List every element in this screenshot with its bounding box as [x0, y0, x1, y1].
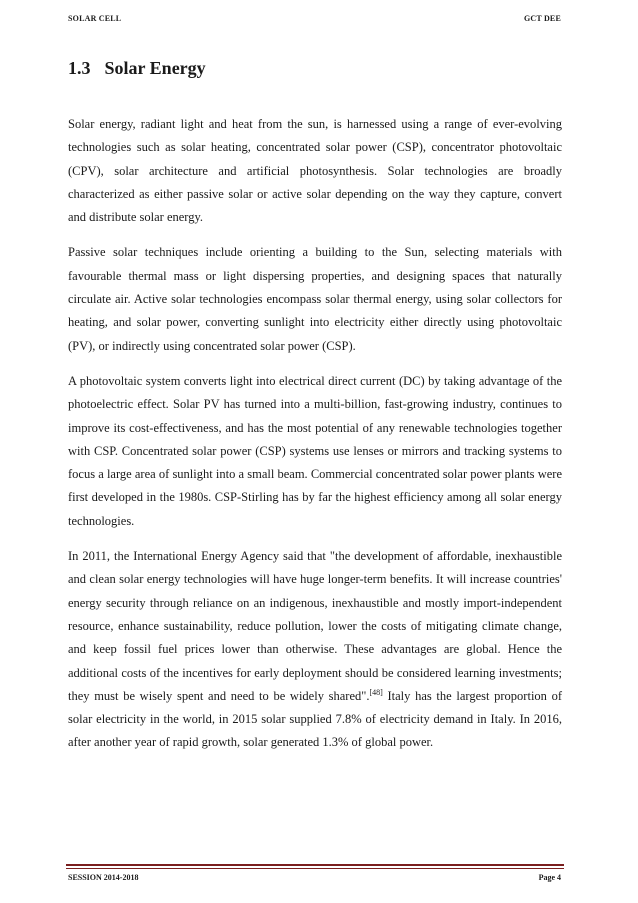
- footer-page-number: Page 4: [538, 873, 561, 882]
- paragraph-4: [68, 545, 562, 755]
- section-title-text: Solar Energy: [104, 58, 206, 78]
- page-footer: [68, 873, 561, 882]
- body-text: [68, 113, 562, 767]
- citation-reference[interactable]: [48]: [369, 687, 383, 697]
- section-number: 1.3: [68, 58, 91, 78]
- footer-rule-thin: [66, 868, 564, 869]
- footer-rule-thick: [66, 864, 564, 866]
- header-right-text: GCT DEE: [523, 14, 561, 23]
- paragraph-4-part-2: Italy has the largest proportion of solar electricity in the world, in 2015 solar supplied 7.8% of electricity demand in Italy. In 2016, after another year of rapid growth, solar generated 1.3% of global power.: [68, 688, 563, 750]
- footer-session-text: SESSION 2014-2018: [68, 873, 139, 882]
- paragraph-1: Solar energy, radiant light and heat from the sun, is harnessed using a range of ever-evolving technologies such as solar heating, concentrated solar power (CSP), concentrator photovoltaic (CPV), solar architecture and artificial photosynthesis. Solar technologies are broadly characterized as either passive solar or active solar depending on the way they capture, convert and distribute solar energy.: [68, 117, 562, 225]
- page-header: [68, 14, 561, 23]
- header-left-text: SOLAR CELL: [68, 14, 122, 23]
- paragraph-2: Passive solar techniques include orienting a building to the Sun, selecting materials with favourable thermal mass or light dispersing properties, and designing spaces that naturally circulate air. Active solar technologies encompass solar thermal energy, using solar collectors for heating, and solar power, converting sunlight into electricity either directly using photovoltaic (PV), or indirectly using concentrated solar power (CSP).: [68, 245, 562, 353]
- paragraph-4-part-1: In 2011, the International Energy Agency said that "the development of affordable, inexhaustible and clean solar energy technologies will have huge longer-term benefits. It will increase countries' energy security through reliance on an indigenous, inexhaustible and mostly import-independent resource, enhance sustainability, reduce pollution, lower the costs of mitigating climate change, and keep fossil fuel prices lower than otherwise. These advantages are global. Hence the additional costs of the incentives for early deployment should be considered learning investments; they must be wisely spent and need to be widely shared".: [68, 549, 562, 703]
- section-title: [68, 58, 206, 79]
- paragraph-3: A photovoltaic system converts light into electrical direct current (DC) by taking advantage of the photoelectric effect. Solar PV has turned into a multi-billion, fast-growing industry, continues to improve its cost-effectiveness, and has the most potential of any renewable technologies together with CSP. Concentrated solar power (CSP) systems use lenses or mirrors and tracking systems to focus a large area of sunlight into a small beam. Commercial concentrated solar power plants were first developed in the 1980s. CSP-Stirling has by far the highest efficiency among all solar energy technologies.: [68, 373, 562, 528]
